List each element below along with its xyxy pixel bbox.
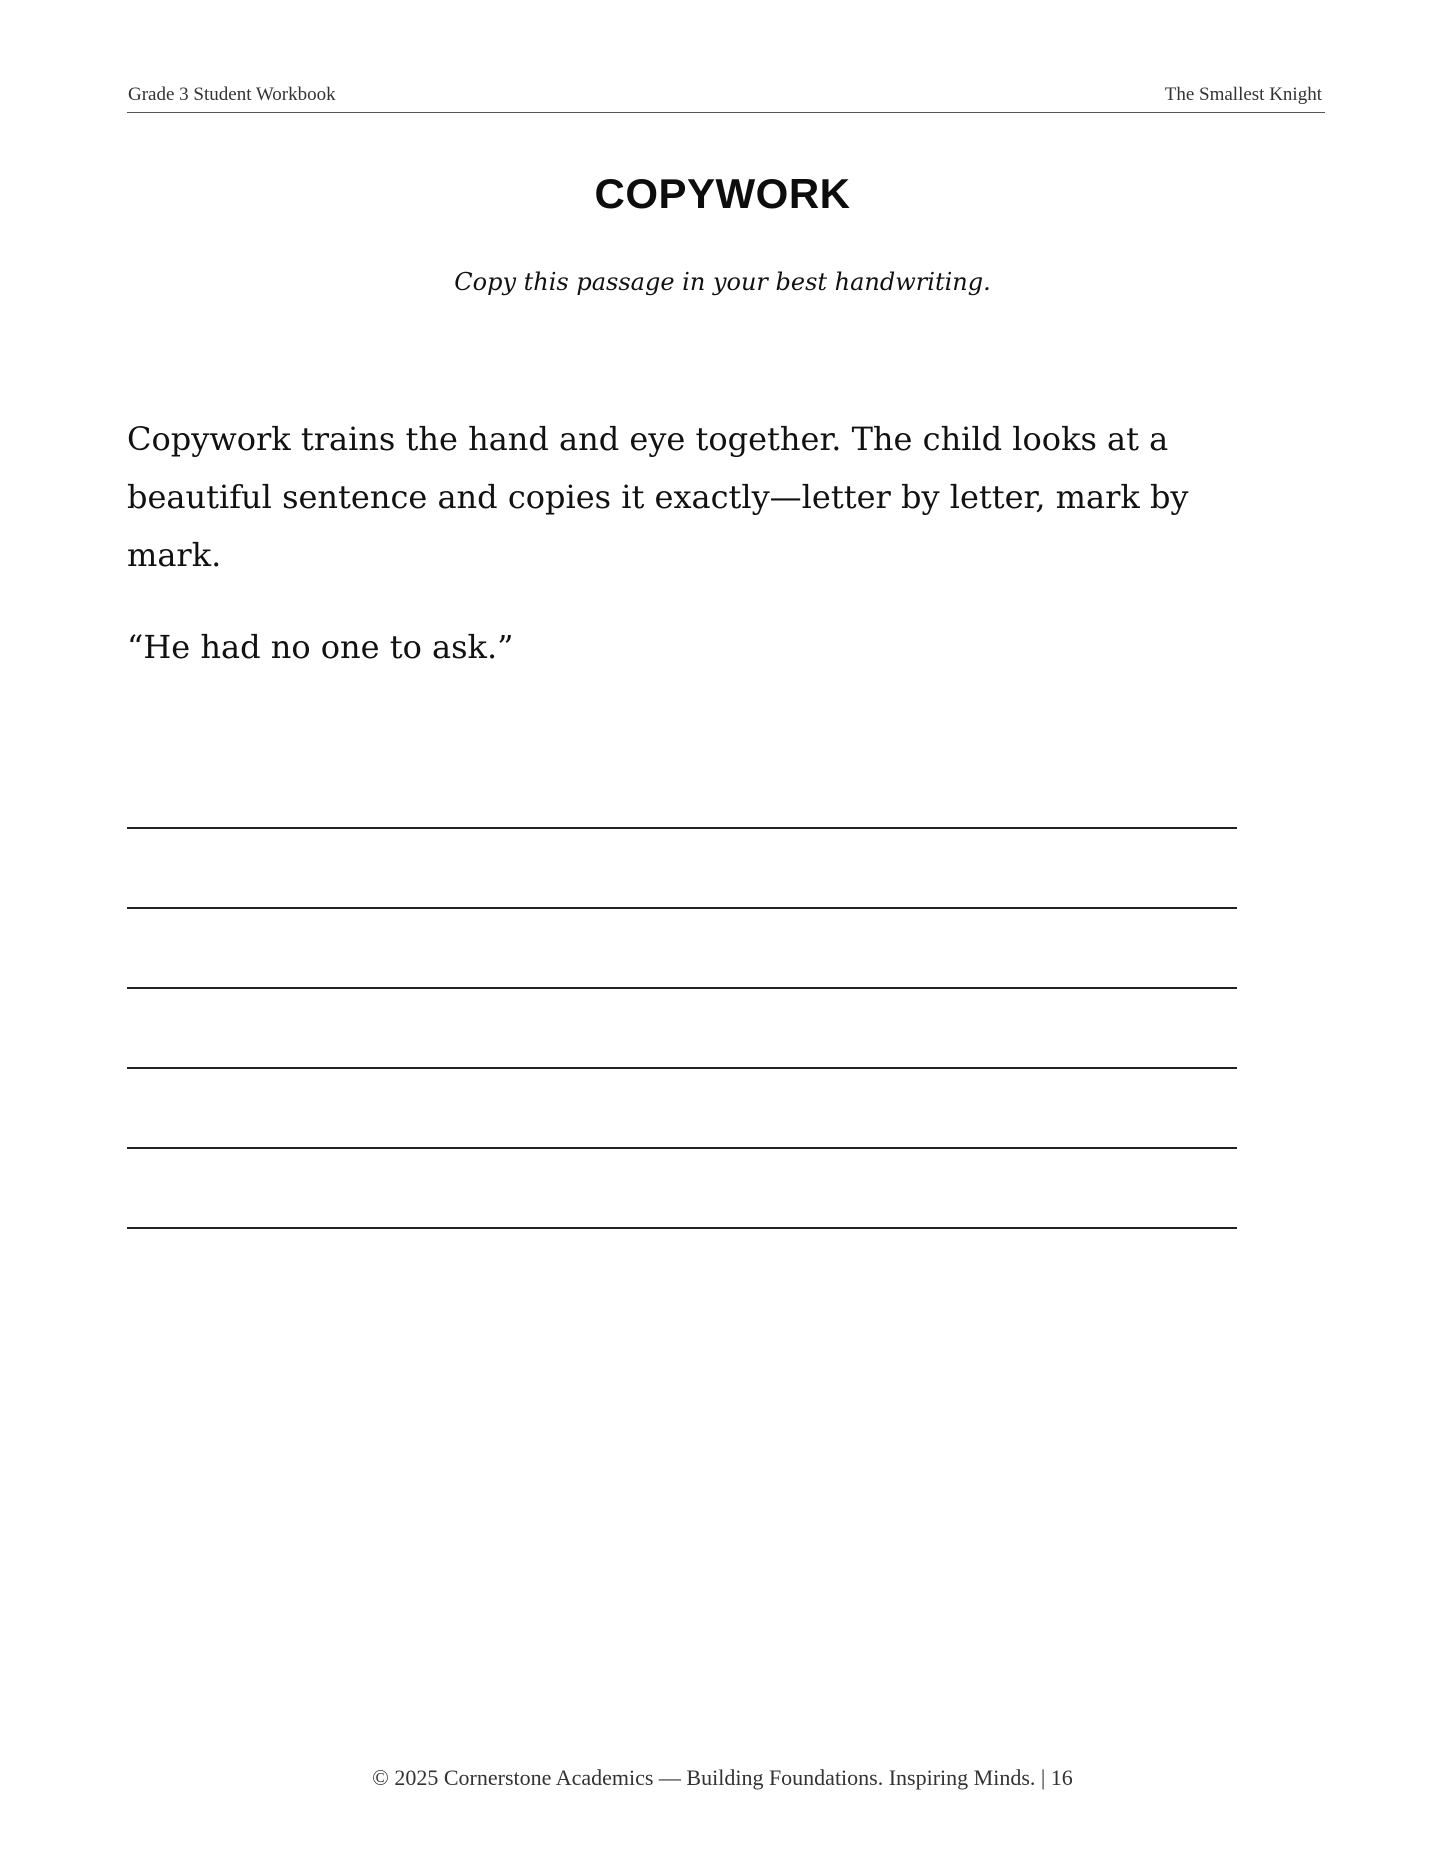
page-title: COPYWORK (594, 170, 851, 217)
body-paragraph: Copywork trains the hand and eye together. The child looks at a beautiful sentence and copies it exactly—letter by letter, mark by mark. (127, 420, 1189, 574)
writing-line[interactable] (127, 1067, 1237, 1069)
writing-line[interactable] (127, 987, 1237, 989)
page-footer: © 2025 Cornerstone Academics — Building Foundations. Inspiring Minds. | 16 (372, 1765, 1073, 1790)
writing-line[interactable] (127, 827, 1237, 829)
header-workbook-title: Grade 3 Student Workbook (128, 84, 336, 105)
writing-line[interactable] (127, 1147, 1237, 1149)
running-header (127, 82, 1325, 113)
instruction-text: Copy this passage in your best handwriting. (454, 268, 991, 296)
header-book-title: The Smallest Knight (1164, 84, 1322, 105)
copy-passage-quote: “He had no one to ask.” (127, 628, 514, 666)
writing-line[interactable] (127, 1227, 1237, 1229)
writing-line[interactable] (127, 907, 1237, 909)
